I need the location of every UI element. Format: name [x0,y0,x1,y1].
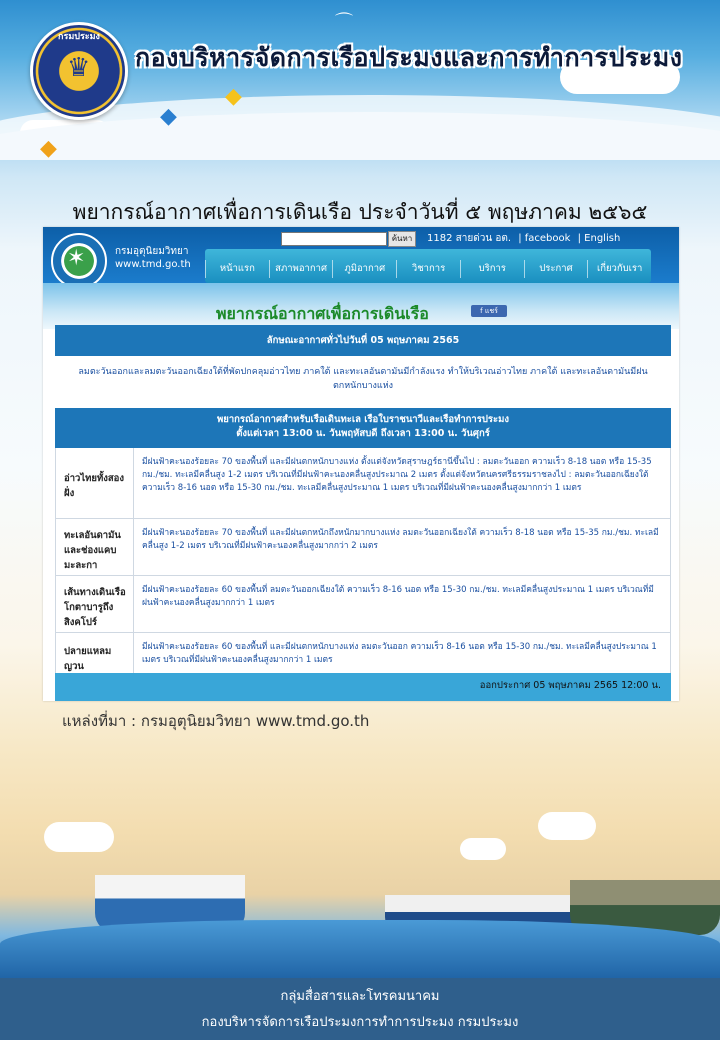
area-name: ทะเลอันดามันและช่องแคบมะละกา [56,519,134,575]
nav-item-announcements[interactable]: ประกาศ [524,260,588,278]
nav-item-about[interactable]: เกี่ยวกับเรา [587,260,651,278]
fish-icon: ◆ [225,84,242,109]
forecast-table [55,325,671,680]
department-title: กองบริหารจัดการเรือประมงและการทำการประมง [135,43,683,72]
fish-icon: ◆ [40,136,57,160]
cloud-decoration [538,812,596,840]
search-button[interactable]: ค้นหา [388,231,416,247]
wave-decoration [0,920,720,980]
tmd-org-url: www.tmd.go.th [115,259,191,270]
general-section-header [55,325,671,356]
facebook-icon: f [480,307,485,315]
tmd-hero [43,283,679,329]
main-nav [205,249,651,283]
forecast-section-period: ตั้งแต่เวลา 13:00 น. วันพฤหัสบดี ถึงเวลา 13:00 น. วันศุกร์ [236,428,490,439]
facebook-share-button[interactable] [471,305,507,317]
nav-item-academic[interactable]: วิชาการ [396,260,460,278]
seagull-icon: ⌒ [335,12,353,33]
area-forecast: มีฝนฟ้าคะนองร้อยละ 60 ของพื้นที่ และมีฝนตกหนักบางแห่ง ลมตะวันออก ความเร็ว 8-16 นอต หรือ 15-30 กม./ชม. ทะเลมีคลื่นสูงประมาณ 1 เมตร บริเวณที่มีฝนฟ้าคะนองคลื่นสูงมากกว่า 1 เมตร [142,642,657,665]
issued-timestamp: ออกประกาศ 05 พฤษภาคม 2565 12:00 น. [55,673,671,701]
area-forecast: มีฝนฟ้าคะนองร้อยละ 60 ของพื้นที่ ลมตะวันออกเฉียงใต้ ความเร็ว 8-16 นอต หรือ 15-30 กม./ชม. ทะเลมีคลื่นสูงประมาณ 1 เมตร บริเวณที่มีฝนฟ้าคะนองคลื่นสูงมากกว่า 1 เมตร [142,585,654,608]
forecast-heading: พยากรณ์อากาศเพื่อการเดินเรือ [216,304,429,323]
emblem-icon: ♛ [67,53,91,83]
nav-item-climate[interactable]: ภูมิอากาศ [332,260,396,278]
nav-item-home[interactable]: หน้าแรก [205,260,269,278]
tmd-logo [51,233,107,289]
footer-department: กองบริหารจัดการเรือประมงการทำการประมง กรมประมง [201,1015,519,1030]
tmd-header [43,227,679,283]
header-banner [0,0,720,160]
area-name: เส้นทางเดินเรือโกตาบารูถึงสิงคโปร์ [56,576,134,632]
footer [0,978,720,1040]
area-forecast: มีฝนฟ้าคะนองร้อยละ 70 ของพื้นที่ และมีฝนตกหนักบางแห่ง ตั้งแต่จังหวัดสุราษฎร์ธานีขึ้นไป : ลมตะวันออก ความเร็ว 8-18 นอต หรือ 15-35 กม./ชม. ทะเลมีคลื่นสูง 1-2 เมตร บริเวณที่มีฝนฟ้าคะนองคลื่นสูงประมาณ 2 เมตร ตั้งแต่จังหวัดนครศรีธรรมราชลงไป : ลมตะวันออกเฉียงใต้ ความเร็ว 8-16 นอต หรือ 15-30 กม./ชม. ทะเลมีคลื่นสูงประมาณ 1 เมตร บริเวณที่มีฝนฟ้าคะนองคลื่นสูงมากกว่า 1 เมตร [142,457,652,493]
department-seal [30,22,128,120]
english-link[interactable]: | English [577,233,621,244]
nav-item-weather[interactable]: สภาพอากาศ [269,260,333,278]
seal-text: กรมประมง [58,32,100,42]
tmd-org-name [115,245,191,271]
table-row [55,519,671,576]
page-title: พยากรณ์อากาศเพื่อการเดินเรือ ประจำวันที่ ๕ พฤษภาคม ๒๕๖๕ [72,200,648,224]
general-weather-text: ลมตะวันออกและลมตะวันออกเฉียงใต้ที่พัดปกคลุมอ่าวไทย ภาคใต้ และทะเลอันดามันมีกำลังแรง ทำให้บริเวณอ่าวไทย ภาคใต้ และทะเลอันดามันมีฝนตกหนักบางแห่ง [78,367,648,391]
fish-icon: ◆ [160,104,177,129]
area-name: อ่าวไทยทั้งสองฝั่ง [56,448,134,518]
forecast-section-title: พยากรณ์อากาศสำหรับเรือเดินทะเล เรือใบราชนาวีและเรือทำการประมง [216,414,510,425]
source-credit: แหล่งที่มา : กรมอุตุนิยมวิทยา www.tmd.go.th [62,712,370,730]
footer-group-name: กลุ่มสื่อสารและโทรคมนาคม [280,989,440,1004]
tmd-forecast-panel [43,227,679,701]
sea-illustration [0,860,720,980]
area-name: ปลายแหลมญวน [56,633,134,679]
share-label: แชร์ [484,307,498,315]
top-links [427,231,624,246]
facebook-link[interactable]: | facebook [518,233,571,244]
search-input[interactable] [281,232,387,246]
area-forecast: มีฝนฟ้าคะนองร้อยละ 70 ของพื้นที่ และมีฝนตกหนักถึงหนักมากบางแห่ง ลมตะวันออกเฉียงใต้ ความเร็ว 8-18 นอต หรือ 15-35 กม./ชม. ทะเลมีคลื่นสูง 1-2 เมตร บริเวณที่มีฝนฟ้าคะนองคลื่นสูงมากกว่า 2 เมตร [142,528,659,551]
table-row [55,448,671,519]
hotline-link[interactable]: 1182 สายด่วน อต. [427,233,512,244]
general-section-title: ลักษณะอากาศทั่วไปวันที่ 05 พฤษภาคม 2565 [266,335,460,346]
forecast-section-header [55,408,671,448]
table-row [55,576,671,633]
emblem-icon: ✶ [67,246,86,271]
nav-item-services[interactable]: บริการ [460,260,524,278]
cloud-decoration [44,822,114,852]
cloud-decoration [460,838,506,860]
tmd-org-title: กรมอุตุนิยมวิทยา [115,246,189,257]
